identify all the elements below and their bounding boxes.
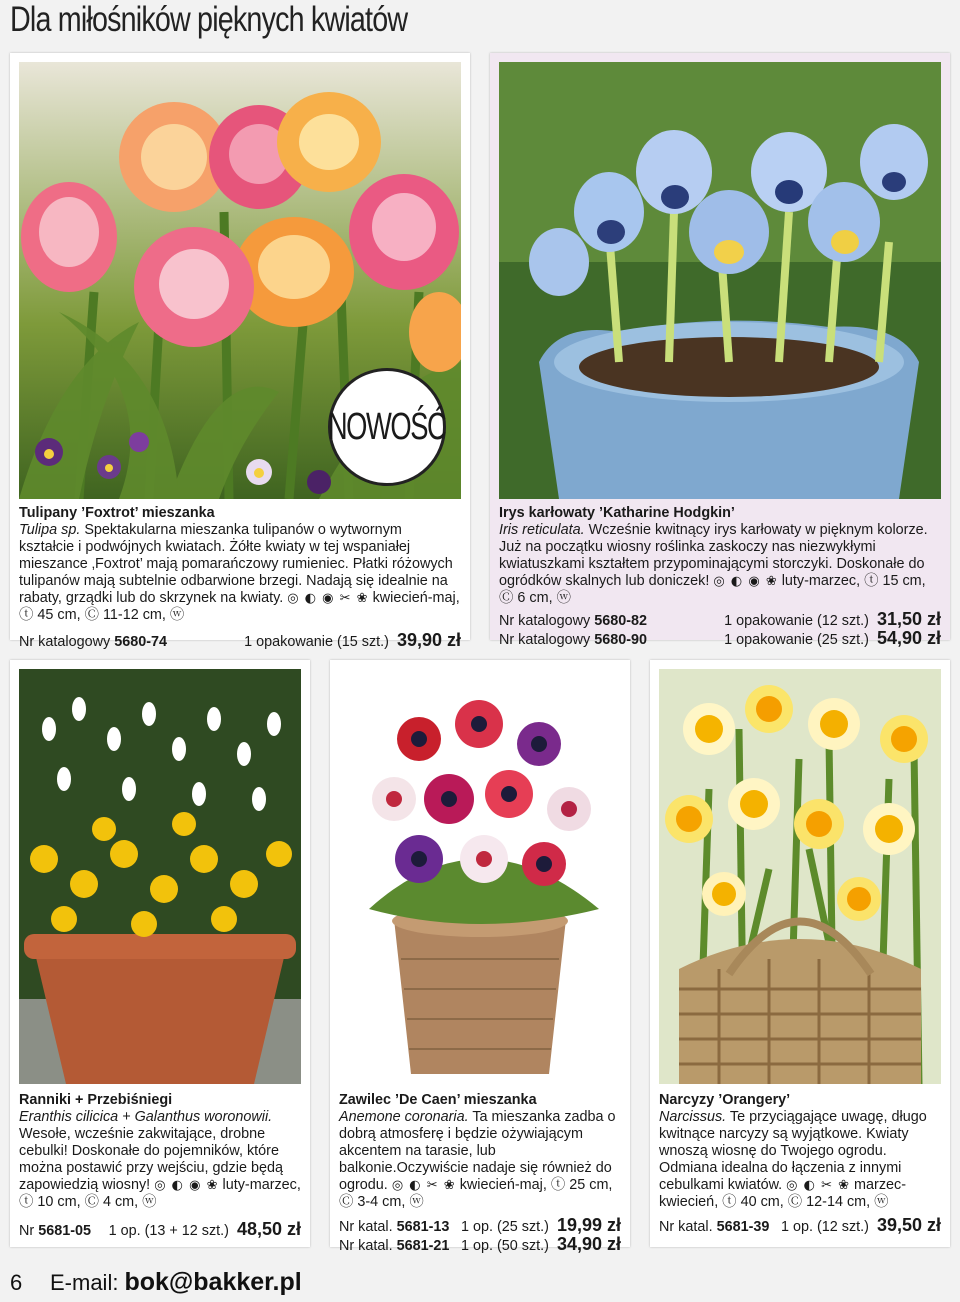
offer-row (499, 630, 941, 649)
anemone-photo (339, 669, 621, 1084)
price: 19,99 zł (556, 1215, 621, 1235)
package-size: 1 op. (50 szt.) (460, 1238, 549, 1254)
product-text: Spektakularna mieszanka tulipanów o wytwornym kształcie i podwójnych kwiatach. Żółte kwiaty w tej wspaniałej mieszance ‚Foxtrot’ mają pomarańczowy rumieniec. Płatki różowych tulipanów mają subtelnie odbarwione brzegi. Nadają się idealnie na rabaty, grządki lub do skrzynek na kwiaty. (19, 522, 453, 606)
catalog-number: Nr katal. 5681-13 (339, 1219, 450, 1235)
latin-name: Tulipa sp. (19, 522, 81, 538)
product-text: Wcześnie kwitnący irys karłowaty w pięknym kolorze. Już na początku wiosny roślinka zaskoczy nas niezwykłymi kwiatuszkami kształtem przypominającymi storczyki. Doskonałe do ogródków skalnych lub doniczek! (499, 522, 928, 589)
latin-name: Iris reticulata. (499, 522, 585, 538)
page-title: Dla miłośników pięknych kwiatów (10, 0, 408, 39)
product-card-tulip (10, 53, 470, 650)
offer-row (339, 1236, 621, 1255)
package-size: 1 opakowanie (15 szt.) (244, 634, 389, 650)
product-card-anemone (330, 660, 630, 1254)
package-size: 1 op. (12 szt.) (780, 1219, 869, 1235)
product-text: Wesołe, wcześnie zakwitające, drobne cebulki! Doskonałe do pojemników, które można postawić przy wejściu, gdzie będą zapowiedzią wiosny! (19, 1126, 283, 1193)
package-size: 1 op. (25 szt.) (460, 1219, 549, 1235)
care-symbols-icon: ◎ ◐ ◉ ❀ (154, 1178, 219, 1193)
product-name: Tulipany ’Foxtrot’ mieszanka (19, 505, 215, 521)
new-badge: NOWOŚĆ (328, 368, 446, 486)
narcissus-photo (659, 669, 941, 1084)
catalog-number: Nr katalogowy 5680-82 (499, 613, 648, 629)
price: 34,90 zł (556, 1234, 621, 1254)
price: 54,90 zł (876, 628, 941, 648)
offer-row (19, 632, 461, 651)
care-symbols-icon: ◎ ◐ ◉ ❀ (713, 574, 778, 589)
product-details: marzec-kwiecień, ⓣ 40 cm, Ⓒ 12-14 cm, ⓦ (659, 1177, 907, 1210)
product-text: Te przyciągające uwagę, długo kwitnące narcyzy są wyjątkowe. Kwiaty wnoszą wiosnę do Twojego ogrodu. Odmiana idealna do łączenia z innymi cebulkami kwiatów. (659, 1109, 927, 1193)
product-card-narcissus (650, 660, 950, 1247)
offer-row (19, 1221, 301, 1240)
price: 48,50 zł (236, 1219, 301, 1239)
latin-name: Narcissus. (659, 1109, 727, 1125)
catalog-number: Nr 5681-05 (19, 1223, 92, 1239)
latin-name: Eranthis cilicica + Galanthus woronowii. (19, 1109, 273, 1125)
offer-row (499, 611, 941, 630)
narcissus-description (659, 1092, 941, 1236)
email-link[interactable]: bok@bakker.pl (124, 1268, 302, 1296)
product-name: Ranniki + Przebiśniegi (19, 1092, 173, 1108)
product-name: Irys karłowaty ’Katharine Hodgkin’ (499, 505, 735, 521)
product-details: kwiecień-maj, ⓣ 45 cm, Ⓒ 11-12 cm, ⓦ (19, 590, 460, 623)
catalog-number: Nr katal. 5681-21 (339, 1238, 450, 1254)
price: 31,50 zł (876, 609, 941, 629)
page-number: 6 (10, 1270, 23, 1295)
catalog-number: Nr katalogowy 5680-90 (499, 632, 648, 648)
product-card-ranniki (10, 660, 310, 1247)
price: 39,50 zł (876, 1215, 941, 1235)
product-details: kwiecień-maj, ⓣ 25 cm, Ⓒ 3-4 cm, ⓦ (339, 1177, 613, 1210)
product-card-iris (490, 53, 950, 648)
care-symbols-icon: ◎ ◐ ✂ ❀ (391, 1178, 456, 1193)
price: 39,90 zł (396, 630, 461, 650)
latin-name: Anemone coronaria. (339, 1109, 469, 1125)
product-text: Ta mieszanka zadba o dobrą atmosferę i będzie ożywiającym akcentem na tarasie, lub balkonie.Oczywiście nadaje się również do ogrodu. (339, 1109, 616, 1193)
ranniki-photo (19, 669, 301, 1084)
package-size: 1 opakowanie (12 szt.) (724, 613, 869, 629)
package-size: 1 opakowanie (25 szt.) (724, 632, 869, 648)
anemone-description (339, 1092, 621, 1255)
catalog-number: Nr katalogowy 5680-74 (19, 634, 168, 650)
tulip-description (19, 505, 461, 651)
iris-photo (499, 62, 941, 499)
offer-row (659, 1217, 941, 1236)
product-details: luty-marzec, ⓣ 10 cm, Ⓒ 4 cm, ⓦ (19, 1177, 301, 1210)
care-symbols-icon: ◎ ◐ ◉ ✂ ❀ (287, 591, 369, 606)
iris-description (499, 505, 941, 649)
product-name: Narcyzy ’Orangery’ (659, 1092, 791, 1108)
package-size: 1 op. (13 + 12 szt.) (108, 1223, 229, 1239)
product-name: Zawilec ’De Caen’ mieszanka (339, 1092, 537, 1108)
care-symbols-icon: ◎ ◐ ✂ ❀ (786, 1178, 851, 1193)
ranniki-description (19, 1092, 301, 1240)
page-footer (10, 1268, 302, 1297)
catalog-number: Nr katal. 5681-39 (659, 1219, 770, 1235)
product-details: luty-marzec, ⓣ 15 cm, Ⓒ 6 cm, ⓦ (499, 573, 926, 606)
email-label: E-mail: (50, 1270, 119, 1295)
